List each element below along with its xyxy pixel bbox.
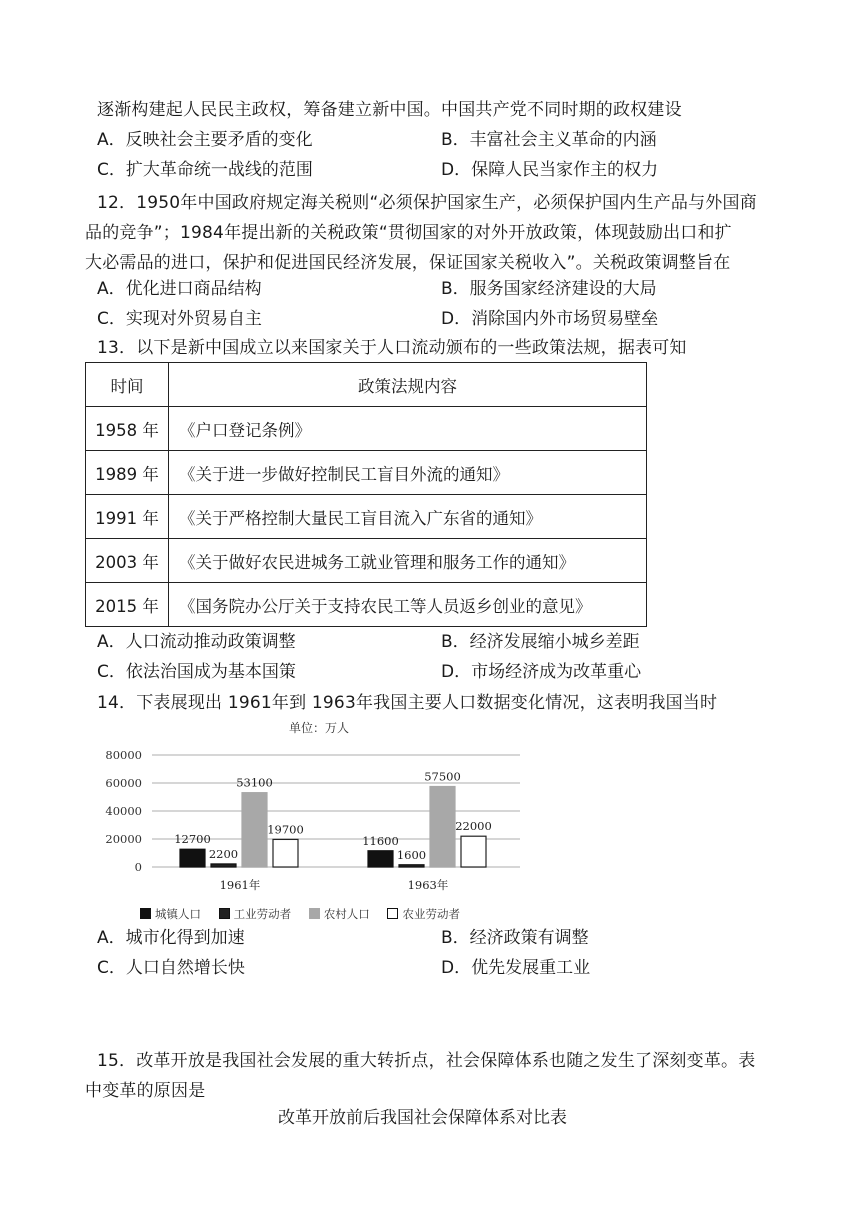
x-category-label: 1963年 bbox=[407, 878, 449, 892]
data-label: 11600 bbox=[362, 833, 399, 848]
legend-label-industrial: 工业劳动者 bbox=[233, 907, 292, 921]
bar bbox=[368, 851, 393, 867]
q14-option-b[interactable]: B．经济政策有调整 bbox=[441, 928, 589, 948]
q15-stem-1: 15．改革开放是我国社会发展的重大转折点，社会保障体系也随之发生了深刻变革。表 bbox=[97, 1051, 756, 1071]
q14-option-d[interactable]: D．优先发展重工业 bbox=[441, 958, 591, 978]
y-tick-label: 80000 bbox=[105, 748, 142, 762]
q15-stem-2: 中变革的原因是 bbox=[85, 1081, 206, 1101]
data-label: 53100 bbox=[236, 775, 273, 790]
q13-option-d[interactable]: D．市场经济成为改革重心 bbox=[441, 662, 642, 682]
intro-line: 逐渐构建起人民民主政权，筹备建立新中国。中国共产党不同时期的政权建设 bbox=[97, 100, 682, 120]
q11-option-b[interactable]: B．丰富社会主义革命的内涵 bbox=[441, 130, 657, 150]
data-label: 2200 bbox=[208, 846, 239, 861]
q12-option-d[interactable]: D．消除国内外市场贸易壁垒 bbox=[441, 309, 659, 329]
bar bbox=[180, 849, 205, 867]
q11-option-d[interactable]: D．保障人民当家作主的权力 bbox=[441, 160, 659, 180]
table-row bbox=[86, 451, 647, 495]
bar bbox=[461, 836, 486, 867]
q13-option-b[interactable]: B．经济发展缩小城乡差距 bbox=[441, 632, 640, 652]
q11-option-c[interactable]: C．扩大革命统一战线的范围 bbox=[97, 160, 313, 180]
bar bbox=[211, 864, 236, 867]
table-header-row bbox=[86, 363, 647, 407]
legend-swatch-industrial bbox=[219, 908, 230, 919]
y-tick-label: 40000 bbox=[105, 804, 142, 818]
table-row bbox=[86, 407, 647, 451]
bar bbox=[242, 793, 267, 867]
q12-stem-3: 大必需品的进口，保护和促进国民经济发展，保证国家关税收入”。关税政策调整旨在 bbox=[85, 253, 731, 273]
row-year: 1958 年 bbox=[86, 407, 169, 451]
legend-swatch-urban bbox=[140, 908, 151, 919]
row-year: 2015 年 bbox=[86, 583, 169, 627]
row-content: 《关于做好农民进城务工就业管理和服务工作的通知》 bbox=[169, 539, 647, 583]
header-content: 政策法规内容 bbox=[169, 363, 647, 407]
y-tick-label: 20000 bbox=[105, 832, 142, 846]
legend-swatch-agricultural bbox=[387, 908, 398, 919]
row-year: 1991 年 bbox=[86, 495, 169, 539]
q11-option-a[interactable]: A．反映社会主要矛盾的变化 bbox=[97, 130, 313, 150]
row-content: 《关于严格控制大量民工盲目流入广东省的通知》 bbox=[169, 495, 647, 539]
legend-label-urban: 城镇人口 bbox=[155, 907, 201, 921]
data-label: 19700 bbox=[267, 822, 304, 837]
legend-item-urban bbox=[140, 907, 201, 921]
bar bbox=[273, 839, 298, 867]
q15-table-caption: 改革开放前后我国社会保障体系对比表 bbox=[278, 1108, 567, 1128]
data-label: 1600 bbox=[396, 847, 427, 862]
q14-option-a[interactable]: A．城市化得到加速 bbox=[97, 928, 245, 948]
row-content: 《关于进一步做好控制民工盲目外流的通知》 bbox=[169, 451, 647, 495]
legend-item-rural bbox=[309, 907, 370, 921]
legend-swatch-rural bbox=[309, 908, 320, 919]
q12-stem-2: 品的竞争”；1984年提出新的关税政策“贯彻国家的对外开放政策，体现鼓励出口和扩 bbox=[85, 223, 732, 243]
policy-table bbox=[85, 362, 647, 627]
data-label: 12700 bbox=[174, 832, 211, 847]
row-content: 《国务院办公厅关于支持农民工等人员返乡创业的意见》 bbox=[169, 583, 647, 627]
population-bar-chart bbox=[90, 735, 540, 895]
legend-item-industrial bbox=[219, 907, 292, 921]
x-category-label: 1961年 bbox=[219, 878, 261, 892]
legend-label-rural: 农村人口 bbox=[323, 907, 370, 921]
q13-option-c[interactable]: C．依法治国成为基本国策 bbox=[97, 662, 296, 682]
table-row bbox=[86, 583, 647, 627]
row-year: 2003 年 bbox=[86, 539, 169, 583]
data-label: 57500 bbox=[424, 769, 461, 784]
data-label: 22000 bbox=[455, 819, 492, 834]
q12-stem-1: 12．1950年中国政府规定海关税则“必须保护国家生产，必须保护国内生产品与外国商 bbox=[97, 193, 757, 213]
chart-unit-label: 单位：万人 bbox=[289, 721, 350, 735]
row-content: 《户口登记条例》 bbox=[169, 407, 647, 451]
q14-stem: 14．下表展现出 1961年到 1963年我国主要人口数据变化情况，这表明我国当时 bbox=[97, 693, 718, 713]
q12-option-c[interactable]: C．实现对外贸易自主 bbox=[97, 309, 262, 329]
header-time: 时间 bbox=[86, 363, 169, 407]
y-tick-label: 60000 bbox=[105, 776, 142, 790]
q12-option-a[interactable]: A．优化进口商品结构 bbox=[97, 279, 262, 299]
q12-option-b[interactable]: B．服务国家经济建设的大局 bbox=[441, 279, 657, 299]
table-row bbox=[86, 539, 647, 583]
table-row bbox=[86, 495, 647, 539]
legend-item-agricultural bbox=[387, 907, 460, 921]
bar bbox=[430, 787, 455, 868]
q13-stem: 13．以下是新中国成立以来国家关于人口流动颁布的一些政策法规，据表可知 bbox=[97, 338, 687, 358]
chart-legend bbox=[140, 906, 460, 922]
legend-label-agricultural: 农业劳动者 bbox=[402, 907, 460, 921]
q14-option-c[interactable]: C．人口自然增长快 bbox=[97, 958, 245, 978]
row-year: 1989 年 bbox=[86, 451, 169, 495]
bar bbox=[399, 865, 424, 867]
q13-option-a[interactable]: A．人口流动推动政策调整 bbox=[97, 632, 296, 652]
y-tick-label: 0 bbox=[134, 860, 142, 874]
